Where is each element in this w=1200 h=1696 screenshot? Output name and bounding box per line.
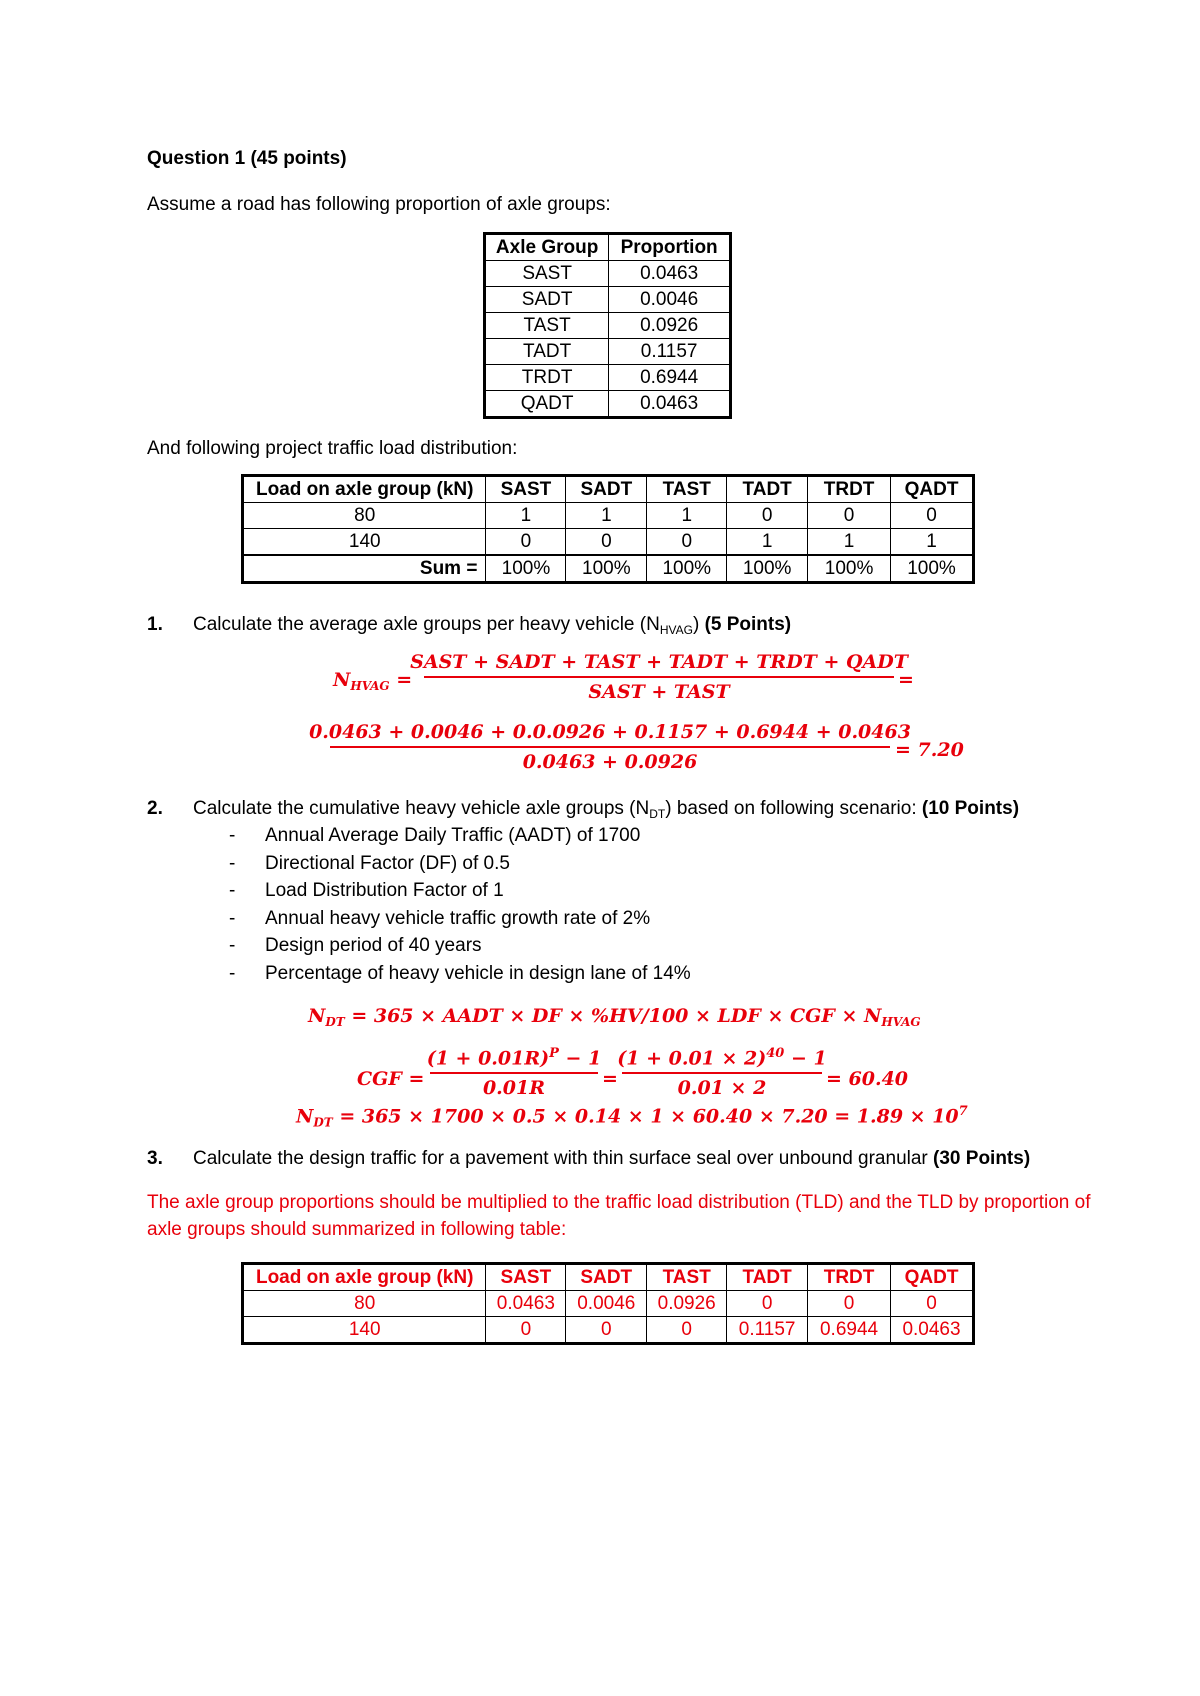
cgf-fraction-1 — [426, 1046, 602, 1100]
q2-points: (10 Points) — [921, 798, 1020, 819]
eq1-fraction — [410, 651, 908, 703]
cgf-num1-tail: − 1 — [558, 1047, 602, 1070]
bullet-marker: - — [229, 825, 236, 846]
q2-text-pre: Calculate the cumulative heavy vehicle axle groups (N — [193, 798, 650, 819]
cell: 1 — [647, 503, 727, 529]
cell: 100% — [486, 555, 566, 582]
list-item — [229, 963, 691, 991]
cgf-num1-base: (1 + 0.01R) — [426, 1047, 550, 1070]
table-header-row — [486, 235, 730, 261]
cgf-result: = 60.40 — [826, 1068, 909, 1090]
cgf-fraction-2 — [617, 1046, 827, 1100]
fraction-bar — [622, 1072, 822, 1074]
cgf-num2-base: (1 + 0.01 × 2) — [617, 1047, 767, 1070]
table-row — [486, 287, 730, 313]
cell: SADT — [486, 287, 609, 313]
cell: 1 — [727, 529, 808, 556]
cell: TAST — [486, 313, 609, 339]
q3-number: 3. — [147, 1148, 163, 1169]
cell: 100% — [808, 555, 891, 582]
cell: 100% — [647, 555, 727, 582]
cell: 0.6944 — [808, 1317, 891, 1343]
eq2-numerator: 0.0463 + 0.0046 + 0.0.0926 + 0.1157 + 0.6944 + 0.0463 — [309, 721, 911, 743]
cell: 0 — [808, 503, 891, 529]
q3-text-main: Calculate the design traffic for a pavement with thin surface seal over unbound granular — [193, 1148, 928, 1169]
bullet-text: Design period of 40 years — [265, 935, 482, 956]
list-item — [229, 825, 691, 853]
ndt-tail-sub: HVAG — [881, 1015, 921, 1029]
table-header-row — [244, 477, 973, 503]
tld-intro-text: And following project traffic load distribution: — [147, 438, 518, 459]
cell: 0.0463 — [609, 391, 730, 417]
cell: TRDT — [486, 365, 609, 391]
q1-text — [193, 614, 791, 637]
ndt-sub: DT — [325, 1015, 345, 1029]
cgf-numerator-2 — [617, 1046, 826, 1069]
sum-row — [244, 555, 973, 582]
eq2-denominator: 0.0463 + 0.0926 — [522, 751, 698, 773]
sum-label: Sum = — [244, 555, 486, 582]
cgf-num2-sup: 40 — [766, 1046, 785, 1061]
header-cell: SAST — [486, 477, 566, 503]
q2-text-post: ) based on following scenario: — [665, 798, 917, 819]
header-cell: SADT — [566, 1265, 647, 1291]
cell: 1 — [891, 529, 973, 556]
eq1-lhs-main: N — [333, 669, 351, 691]
bullet-text: Annual heavy vehicle traffic growth rate of 2% — [265, 907, 651, 929]
header-cell: TRDT — [808, 477, 891, 503]
cell: 0.0463 — [891, 1317, 973, 1343]
q2-text-sub: DT — [649, 807, 666, 821]
cgf-denominator-2: 0.01 × 2 — [677, 1077, 767, 1100]
cell: 0 — [647, 529, 727, 556]
cell: 0.0046 — [609, 287, 730, 313]
header-cell: SAST — [486, 1265, 566, 1291]
cgf-lhs: CGF = — [357, 1068, 425, 1090]
q3-answer-line-2: axle groups should summarized in following table: — [147, 1219, 567, 1240]
q1-text-sub: HVAG — [659, 623, 693, 637]
cell: 0 — [891, 1291, 973, 1317]
cell: 0.6944 — [609, 365, 730, 391]
cell: 0.0463 — [486, 1291, 566, 1317]
q3-text — [193, 1148, 1030, 1170]
cell: 1 — [486, 503, 566, 529]
cell: 100% — [891, 555, 973, 582]
cell: 80 — [244, 1291, 486, 1317]
eq1-denominator: SAST + TAST — [588, 681, 730, 703]
bullet-text: Load Distribution Factor of 1 — [265, 880, 504, 901]
cell: 0 — [727, 503, 808, 529]
cell: 140 — [244, 1317, 486, 1343]
header-cell: Load on axle group (kN) — [244, 1265, 486, 1291]
list-item — [229, 908, 691, 936]
cell: 0 — [486, 1317, 566, 1343]
eq1-tail: = — [898, 669, 914, 691]
ndt-final-main: N — [296, 1105, 314, 1128]
cell: 0.0463 — [609, 261, 730, 287]
ndt-formula — [308, 1005, 921, 1029]
header-cell: SADT — [566, 477, 647, 503]
cell: 0.1157 — [609, 339, 730, 365]
bullet-text: Percentage of heavy vehicle in design lane of 14% — [265, 962, 691, 984]
eq1-lhs-sub: HVAG — [350, 679, 390, 693]
cell: 100% — [727, 555, 808, 582]
cell: 140 — [244, 529, 486, 556]
header-cell: Load on axle group (kN) — [244, 477, 486, 503]
cell: QADT — [486, 391, 609, 417]
table-row — [486, 313, 730, 339]
bullet-text: Directional Factor (DF) of 0.5 — [265, 852, 510, 874]
q1-number: 1. — [147, 614, 163, 635]
header-cell: TADT — [727, 477, 808, 503]
ndt-final — [296, 1104, 968, 1129]
cgf-numerator-1 — [427, 1046, 602, 1069]
cell: 0 — [808, 1291, 891, 1317]
question-title: Question 1 (45 points) — [147, 148, 347, 169]
cell: SAST — [486, 261, 609, 287]
header-cell: Proportion — [609, 235, 730, 261]
q1-points: (5 Points) — [704, 614, 792, 635]
tld-table — [243, 476, 973, 582]
cell: 0.1157 — [727, 1317, 808, 1343]
q2-text — [193, 798, 1019, 821]
table-row — [244, 1291, 973, 1317]
table-row — [244, 529, 973, 556]
bullet-marker: - — [229, 880, 236, 901]
table-row — [244, 1317, 973, 1343]
cell: 0 — [891, 503, 973, 529]
cell: TADT — [486, 339, 609, 365]
table-row — [486, 365, 730, 391]
ndt-main: N — [308, 1005, 326, 1027]
q3-answer-line-1: The axle group proportions should be multiplied to the traffic load distribution (TLD) and the TLD by proportion of — [147, 1192, 1091, 1213]
header-cell: Axle Group — [486, 235, 609, 261]
eq2-fraction — [309, 721, 911, 773]
cell: 0 — [566, 1317, 647, 1343]
result-table — [243, 1264, 973, 1343]
bullet-marker: - — [229, 852, 236, 874]
q3-points: (30 Points) — [933, 1148, 1031, 1169]
cell: 100% — [566, 555, 647, 582]
eq1-eq: = — [396, 669, 413, 691]
eq1-numerator: SAST + SADT + TAST + TADT + TRDT + QADT — [410, 651, 908, 673]
cgf-num1-sup: P — [549, 1046, 559, 1061]
cell: 80 — [244, 503, 486, 529]
cell: 0.0046 — [566, 1291, 647, 1317]
list-item — [229, 935, 691, 963]
cell: 0 — [486, 529, 566, 556]
cell: 0.0926 — [609, 313, 730, 339]
table-row — [244, 503, 973, 529]
cgf-mid-eq: = — [602, 1068, 618, 1090]
header-cell: TAST — [647, 1265, 727, 1291]
q2-number: 2. — [147, 798, 163, 819]
fraction-bar — [430, 1072, 598, 1074]
fraction-bar — [330, 746, 890, 748]
header-cell: TRDT — [808, 1265, 891, 1291]
header-cell: QADT — [891, 477, 973, 503]
table-header-row — [244, 1265, 973, 1291]
cgf-denominator-1: 0.01R — [482, 1077, 546, 1100]
cell: 1 — [566, 503, 647, 529]
header-cell: TAST — [647, 477, 727, 503]
bullet-marker: - — [229, 962, 236, 984]
proportion-table — [485, 234, 730, 417]
ndt-final-sub: DT — [313, 1115, 333, 1130]
bullet-text: Annual Average Daily Traffic (AADT) of 1700 — [265, 825, 641, 846]
cell: 0 — [647, 1317, 727, 1343]
bullet-marker: - — [229, 907, 236, 929]
q2-bullet-list — [229, 825, 691, 990]
eq2-result: = 7.20 — [895, 739, 964, 761]
table-row — [486, 339, 730, 365]
cell: 0.0926 — [647, 1291, 727, 1317]
intro-text: Assume a road has following proportion of axle groups: — [147, 194, 611, 215]
ndt-final-body: = 365 × 1700 × 0.5 × 0.14 × 1 × 60.40 × 7.20 = 1.89 × 10 — [332, 1105, 959, 1128]
list-item — [229, 853, 691, 881]
eq1-lhs — [333, 669, 412, 693]
cell: 0 — [727, 1291, 808, 1317]
list-item — [229, 880, 691, 908]
header-cell: TADT — [727, 1265, 808, 1291]
ndt-body: = 365 × AADT × DF × %HV/100 × LDF × CGF × N — [344, 1005, 882, 1027]
cell: 1 — [808, 529, 891, 556]
table-row — [486, 261, 730, 287]
cgf-num2-tail: − 1 — [784, 1047, 827, 1070]
bullet-marker: - — [229, 935, 236, 956]
table-row — [486, 391, 730, 417]
q1-text-pre: Calculate the average axle groups per heavy vehicle (N — [193, 614, 660, 635]
ndt-final-sup: 7 — [958, 1104, 968, 1119]
q1-text-post: ) — [692, 614, 700, 635]
header-cell: QADT — [891, 1265, 973, 1291]
cell: 0 — [566, 529, 647, 556]
fraction-bar — [424, 676, 894, 678]
